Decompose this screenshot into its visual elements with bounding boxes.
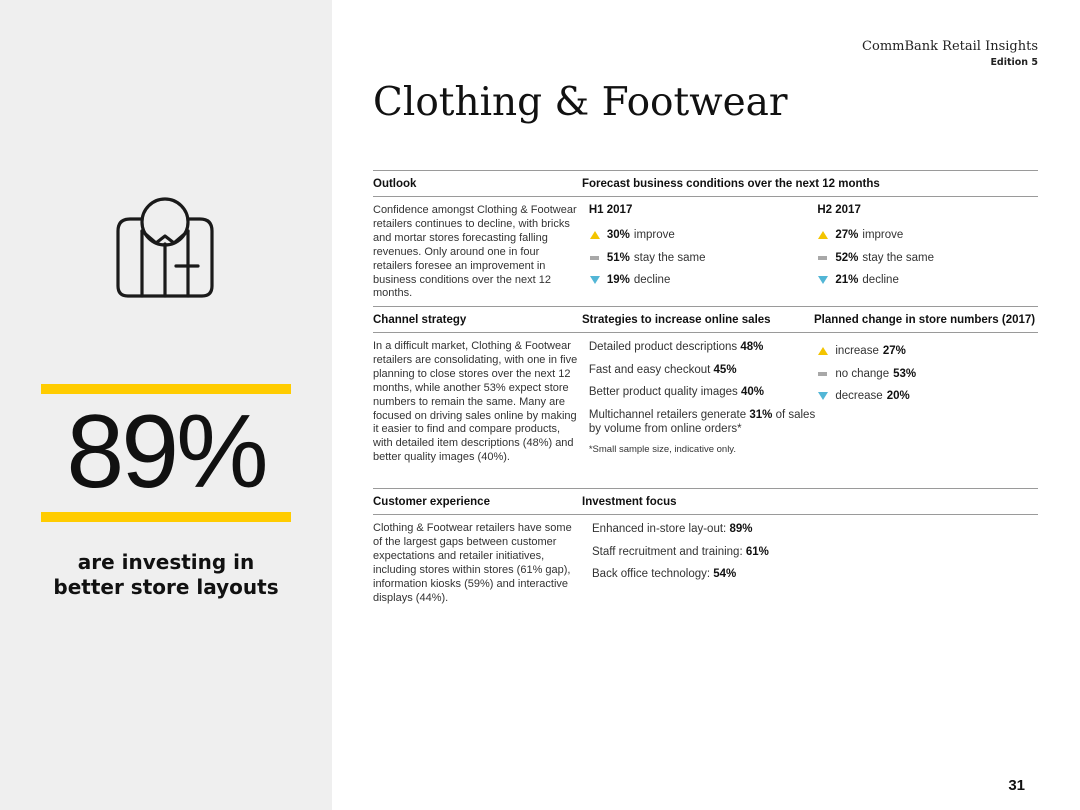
- store-change-value: 53%: [893, 367, 917, 380]
- store-change-value: 27%: [882, 345, 906, 358]
- brand-name: CommBank Retail Insights: [862, 39, 1038, 54]
- h2-improve-label: improve: [862, 229, 904, 242]
- strategy-value: 40%: [741, 386, 765, 398]
- investment-list: [592, 522, 824, 605]
- stat-caption-line-1: are investing in: [77, 550, 255, 574]
- online-sales-heading: Strategies to increase online sales: [582, 313, 771, 326]
- h2-decline-label: decline: [862, 274, 899, 287]
- customer-text: Clothing & Footwear retailers have some of the largest gaps between customer expectations and retailer initiatives, including stores within stores (61% gap), information kiosks (59%) and interactive displays (44%).: [373, 522, 572, 604]
- multichannel-text: Multichannel retailers generate: [588, 408, 747, 421]
- dash-icon: [817, 369, 835, 379]
- outlook-heading: Outlook: [373, 177, 417, 190]
- strategy-label: Better product quality images: [588, 386, 738, 398]
- h1-decline-label: decline: [633, 274, 671, 287]
- investment-item: [592, 522, 824, 536]
- page-title: Clothing & Footwear: [373, 80, 788, 125]
- dash-icon: [817, 253, 835, 263]
- sidebar-panel: [0, 0, 332, 810]
- channel-body: [373, 333, 1038, 482]
- h1-improve-value: 30%: [606, 229, 630, 242]
- h1-same-row: [589, 247, 818, 270]
- outlook-header: [373, 171, 1038, 197]
- h2-same-value: 52%: [835, 251, 859, 264]
- outlook-text: Confidence amongst Clothing & Footwear retailers continues to decline, with bricks and mortar stores forecasting falling revenues. Only around one in four retailers foresee an improvement in business conditions over the next 12 months.: [373, 204, 577, 300]
- multichannel-note: [589, 408, 818, 436]
- h2-same-label: stay the same: [862, 251, 934, 264]
- store-decrease-row: [817, 385, 1038, 408]
- store-change-label: decrease: [835, 390, 883, 403]
- h1-improve-row: [589, 224, 818, 247]
- down-triangle-icon: [817, 275, 835, 285]
- h1-decline-value: 19%: [606, 274, 630, 287]
- investment-value: 54%: [713, 568, 737, 580]
- investment-label: Back office technology:: [592, 568, 711, 580]
- content-table: [373, 170, 1038, 605]
- brand-header: [862, 39, 1038, 68]
- h1-decline-row: [589, 269, 818, 292]
- footnote: *Small sample size, indicative only.: [588, 444, 736, 455]
- multichannel-value: 31%: [749, 408, 773, 421]
- up-triangle-icon: [589, 230, 607, 240]
- stat-bottom-bar: [41, 512, 291, 522]
- h1-improve-label: improve: [633, 229, 675, 242]
- investment-value: 61%: [745, 545, 769, 558]
- up-triangle-icon: [817, 346, 835, 356]
- store-changes: [817, 340, 1038, 482]
- h1-same-label: stay the same: [633, 251, 706, 264]
- page-number: 31: [1008, 777, 1025, 794]
- h2-title: H2 2017: [817, 204, 861, 216]
- stat-caption: [41, 550, 291, 600]
- customer-body: [373, 515, 1038, 605]
- strategy-item: [589, 340, 818, 354]
- store-change-label: increase: [835, 345, 879, 358]
- investment-value: 89%: [729, 523, 753, 535]
- h1-same-value: 51%: [606, 251, 630, 264]
- store-numbers-heading: Planned change in store numbers (2017): [814, 313, 1036, 326]
- h2-improve-value: 27%: [835, 229, 859, 242]
- edition-label: Edition 5: [990, 57, 1038, 68]
- dash-icon: [589, 253, 607, 263]
- h2-improve-row: [817, 224, 1038, 247]
- channel-header: [373, 307, 1038, 333]
- h2-same-row: [817, 247, 1038, 270]
- store-increase-row: [817, 340, 1038, 363]
- channel-heading: Channel strategy: [373, 313, 467, 326]
- shirt-icon: [112, 196, 218, 302]
- h1-forecast: [589, 204, 818, 300]
- multichannel-text: of sales by volume from online orders*: [588, 408, 816, 435]
- channel-text: In a difficult market, Clothing & Footwear retailers are consolidating, with one in five planning to close stores over the next 12 months, while another 53% expect store numbers to remain the same. Many are focused on driving sales online by making it easier to find and compare products, with detailed item descriptions (48%) and better quality images (40%).: [373, 340, 578, 464]
- strategy-label: Detailed product descriptions: [588, 341, 738, 353]
- outlook-body: [373, 197, 1038, 300]
- investment-heading: Investment focus: [582, 495, 677, 508]
- strategy-item: [589, 363, 818, 377]
- h2-forecast: [817, 204, 1038, 300]
- investment-item: [592, 545, 824, 559]
- stat-caption-line-2: better store layouts: [53, 575, 279, 599]
- store-change-value: 20%: [886, 390, 910, 403]
- big-stat-value: 89%: [66, 394, 266, 510]
- up-triangle-icon: [817, 230, 835, 240]
- strategy-label: Fast and easy checkout: [588, 363, 711, 376]
- strategy-value: 48%: [740, 341, 764, 353]
- investment-item: [592, 567, 824, 581]
- down-triangle-icon: [817, 391, 835, 401]
- investment-label: Enhanced in-store lay-out:: [592, 523, 727, 535]
- customer-header: [373, 489, 1038, 515]
- strategy-value: 45%: [713, 363, 737, 376]
- online-strategies: [589, 340, 818, 482]
- strategy-item: [589, 385, 818, 399]
- forecast-heading: Forecast business conditions over the next 12 months: [582, 177, 880, 190]
- down-triangle-icon: [589, 275, 607, 285]
- store-change-label: no change: [835, 367, 890, 380]
- h2-decline-row: [817, 269, 1038, 292]
- investment-label: Staff recruitment and training:: [592, 545, 743, 558]
- store-nochange-row: [817, 363, 1038, 386]
- h2-decline-value: 21%: [835, 274, 859, 287]
- h1-title: H1 2017: [588, 204, 633, 216]
- customer-heading: Customer experience: [373, 495, 490, 508]
